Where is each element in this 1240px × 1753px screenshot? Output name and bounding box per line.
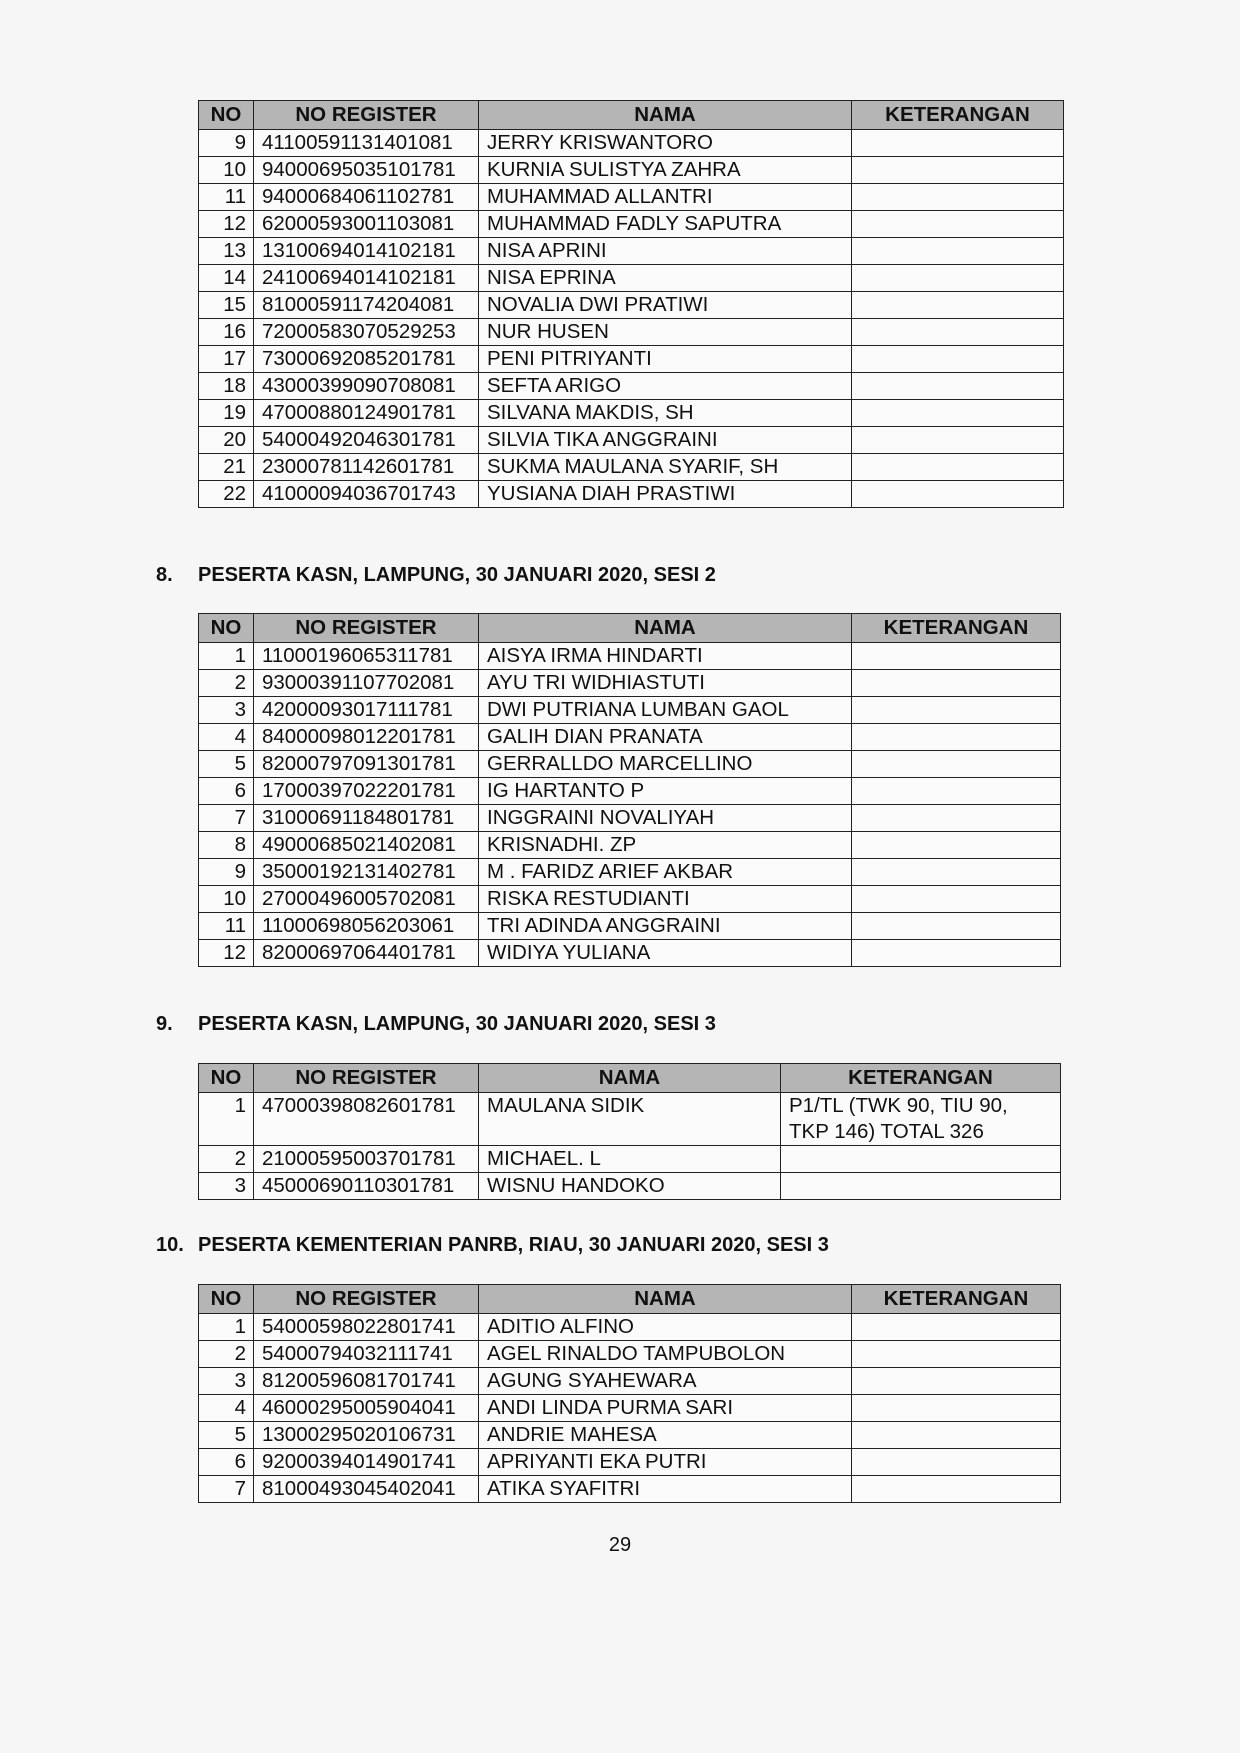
cell-register: 81200596081701741 (254, 1368, 479, 1395)
table-row (199, 238, 1064, 265)
cell-nama: M . FARIDZ ARIEF AKBAR (479, 859, 852, 886)
table-row (199, 670, 1061, 697)
cell-register: 82000797091301781 (254, 751, 479, 778)
table-row (199, 481, 1064, 508)
cell-nama: WIDIYA YULIANA (479, 940, 852, 967)
cell-register: 31000691184801781 (254, 805, 479, 832)
table-row (199, 292, 1064, 319)
cell-register: 35000192131402781 (254, 859, 479, 886)
cell-keterangan (852, 184, 1064, 211)
cell-keterangan (852, 1476, 1061, 1503)
cell-register: 81000493045402041 (254, 1476, 479, 1503)
cell-nama: SILVIA TIKA ANGGRAINI (479, 427, 852, 454)
header-register: NO REGISTER (254, 614, 479, 643)
cell-register: 73000692085201781 (254, 346, 479, 373)
header-no: NO (199, 1285, 254, 1314)
section-heading (156, 1234, 829, 1257)
table-header (199, 1285, 1061, 1314)
cell-nama: NOVALIA DWI PRATIWI (479, 292, 852, 319)
cell-keterangan (852, 1449, 1061, 1476)
section-title: PESERTA KASN, LAMPUNG, 30 JANUARI 2020, SESI 2 (198, 564, 716, 586)
cell-nama: ANDRIE MAHESA (479, 1422, 852, 1449)
cell-register: 93000391107702081 (254, 670, 479, 697)
cell-nama: INGGRAINI NOVALIYAH (479, 805, 852, 832)
section-number: 10. (156, 1234, 184, 1256)
cell-no: 5 (199, 1422, 254, 1449)
cell-keterangan (852, 481, 1064, 508)
cell-register: 47000880124901781 (254, 400, 479, 427)
table-header (199, 1064, 1061, 1093)
table-row (199, 1093, 1061, 1146)
cell-no: 7 (199, 805, 254, 832)
table-row (199, 1341, 1061, 1368)
cell-register: 11000698056203061 (254, 913, 479, 940)
table-row (199, 1449, 1061, 1476)
cell-keterangan (852, 319, 1064, 346)
cell-keterangan (852, 427, 1064, 454)
cell-keterangan (852, 373, 1064, 400)
table-body (199, 643, 1061, 967)
table-row (199, 373, 1064, 400)
cell-keterangan (852, 1368, 1061, 1395)
cell-no: 7 (199, 1476, 254, 1503)
participant-table-sesi-2 (198, 613, 1061, 967)
cell-no: 1 (199, 1314, 254, 1341)
page-number: 29 (608, 1534, 632, 1556)
table-row (199, 832, 1061, 859)
cell-no: 12 (199, 940, 254, 967)
table-row (199, 400, 1064, 427)
table-row (199, 319, 1064, 346)
cell-nama: YUSIANA DIAH PRASTIWI (479, 481, 852, 508)
header-keterangan: KETERANGAN (852, 614, 1061, 643)
header-nama: NAMA (479, 1285, 852, 1314)
cell-no: 15 (199, 292, 254, 319)
header-register: NO REGISTER (254, 1064, 479, 1093)
participant-table-panrb-riau (198, 1284, 1061, 1503)
cell-nama: MUHAMMAD ALLANTRI (479, 184, 852, 211)
cell-keterangan (852, 643, 1061, 670)
cell-nama: AISYA IRMA HINDARTI (479, 643, 852, 670)
cell-keterangan (852, 832, 1061, 859)
table-row (199, 940, 1061, 967)
cell-register: 62000593001103081 (254, 211, 479, 238)
table-row (199, 913, 1061, 940)
header-nama: NAMA (479, 1064, 781, 1093)
section-number: 9. (156, 1013, 173, 1035)
cell-no: 10 (199, 157, 254, 184)
cell-register: 92000394014901741 (254, 1449, 479, 1476)
cell-register: 84000098012201781 (254, 724, 479, 751)
section-number: 8. (156, 564, 173, 586)
cell-no: 12 (199, 211, 254, 238)
cell-register: 49000685021402081 (254, 832, 479, 859)
cell-nama: MAULANA SIDIK (479, 1093, 781, 1146)
cell-register: 54000598022801741 (254, 1314, 479, 1341)
table-row (199, 1314, 1061, 1341)
table-row (199, 1395, 1061, 1422)
cell-nama: ADITIO ALFINO (479, 1314, 852, 1341)
cell-keterangan (852, 157, 1064, 184)
cell-register: 17000397022201781 (254, 778, 479, 805)
table-header (199, 101, 1064, 130)
cell-no: 3 (199, 1368, 254, 1395)
cell-no: 1 (199, 1093, 254, 1146)
header-no: NO (199, 1064, 254, 1093)
cell-register: 27000496005702081 (254, 886, 479, 913)
cell-no: 17 (199, 346, 254, 373)
cell-nama: WISNU HANDOKO (479, 1173, 781, 1200)
table-row (199, 1146, 1061, 1173)
cell-no: 9 (199, 130, 254, 157)
cell-no: 13 (199, 238, 254, 265)
table-row (199, 157, 1064, 184)
cell-keterangan (852, 292, 1064, 319)
cell-keterangan (781, 1173, 1061, 1200)
cell-nama: MICHAEL. L (479, 1146, 781, 1173)
header-keterangan: KETERANGAN (852, 101, 1064, 130)
table-row (199, 184, 1064, 211)
cell-keterangan (852, 913, 1061, 940)
cell-nama: NISA EPRINA (479, 265, 852, 292)
table-row (199, 859, 1061, 886)
cell-keterangan (852, 697, 1061, 724)
cell-register: 45000690110301781 (254, 1173, 479, 1200)
section-heading (156, 564, 716, 587)
table-row (199, 751, 1061, 778)
cell-register: 81000591174204081 (254, 292, 479, 319)
cell-nama: RISKA RESTUDIANTI (479, 886, 852, 913)
cell-register: 23000781142601781 (254, 454, 479, 481)
cell-register: 47000398082601781 (254, 1093, 479, 1146)
cell-nama: APRIYANTI EKA PUTRI (479, 1449, 852, 1476)
table-body (199, 1314, 1061, 1503)
cell-no: 4 (199, 724, 254, 751)
header-keterangan: KETERANGAN (781, 1064, 1061, 1093)
cell-nama: GALIH DIAN PRANATA (479, 724, 852, 751)
cell-nama: JERRY KRISWANTORO (479, 130, 852, 157)
cell-no: 6 (199, 1449, 254, 1476)
cell-nama: AGEL RINALDO TAMPUBOLON (479, 1341, 852, 1368)
cell-keterangan (852, 211, 1064, 238)
cell-register: 82000697064401781 (254, 940, 479, 967)
header-no: NO (199, 614, 254, 643)
cell-keterangan (852, 238, 1064, 265)
table-row (199, 778, 1061, 805)
table-row (199, 1422, 1061, 1449)
table-row (199, 1476, 1061, 1503)
table-row (199, 724, 1061, 751)
cell-nama: KRISNADHI. ZP (479, 832, 852, 859)
table-row (199, 805, 1061, 832)
cell-no: 6 (199, 778, 254, 805)
cell-keterangan (852, 454, 1064, 481)
cell-keterangan (852, 265, 1064, 292)
cell-keterangan (852, 130, 1064, 157)
cell-nama: IG HARTANTO P (479, 778, 852, 805)
cell-register: 41100591131401081 (254, 130, 479, 157)
cell-nama: ANDI LINDA PURMA SARI (479, 1395, 852, 1422)
cell-keterangan (852, 724, 1061, 751)
cell-no: 5 (199, 751, 254, 778)
cell-keterangan (852, 859, 1061, 886)
cell-nama: GERRALLDO MARCELLINO (479, 751, 852, 778)
table-row (199, 346, 1064, 373)
cell-register: 72000583070529253 (254, 319, 479, 346)
cell-nama: ATIKA SYAFITRI (479, 1476, 852, 1503)
cell-no: 2 (199, 1341, 254, 1368)
cell-register: 13000295020106731 (254, 1422, 479, 1449)
cell-register: 43000399090708081 (254, 373, 479, 400)
cell-nama: AGUNG SYAHEWARA (479, 1368, 852, 1395)
table-row (199, 454, 1064, 481)
cell-no: 3 (199, 1173, 254, 1200)
section-title: PESERTA KEMENTERIAN PANRB, RIAU, 30 JANUARI 2020, SESI 3 (198, 1234, 829, 1256)
cell-keterangan (852, 346, 1064, 373)
cell-keterangan (852, 751, 1061, 778)
cell-register: 94000695035101781 (254, 157, 479, 184)
cell-keterangan (852, 1314, 1061, 1341)
cell-register: 54000794032111741 (254, 1341, 479, 1368)
header-no: NO (199, 101, 254, 130)
cell-keterangan (852, 778, 1061, 805)
cell-nama: PENI PITRIYANTI (479, 346, 852, 373)
cell-nama: SILVANA MAKDIS, SH (479, 400, 852, 427)
cell-no: 4 (199, 1395, 254, 1422)
table-row (199, 427, 1064, 454)
table-body (199, 130, 1064, 508)
cell-keterangan (852, 670, 1061, 697)
table-row (199, 1173, 1061, 1200)
table-row (199, 130, 1064, 157)
cell-nama: SEFTA ARIGO (479, 373, 852, 400)
table-header (199, 614, 1061, 643)
cell-nama: DWI PUTRIANA LUMBAN GAOL (479, 697, 852, 724)
header-register: NO REGISTER (254, 1285, 479, 1314)
cell-no: 2 (199, 670, 254, 697)
header-nama: NAMA (479, 101, 852, 130)
cell-no: 16 (199, 319, 254, 346)
cell-nama: AYU TRI WIDHIASTUTI (479, 670, 852, 697)
cell-no: 19 (199, 400, 254, 427)
cell-no: 11 (199, 913, 254, 940)
cell-nama: MUHAMMAD FADLY SAPUTRA (479, 211, 852, 238)
cell-keterangan (852, 1341, 1061, 1368)
cell-no: 1 (199, 643, 254, 670)
cell-keterangan: P1/TL (TWK 90, TIU 90, TKP 146) TOTAL 326 (781, 1093, 1061, 1146)
table-row (199, 697, 1061, 724)
cell-no: 21 (199, 454, 254, 481)
cell-no: 20 (199, 427, 254, 454)
section-title: PESERTA KASN, LAMPUNG, 30 JANUARI 2020, SESI 3 (198, 1013, 716, 1035)
cell-register: 54000492046301781 (254, 427, 479, 454)
cell-register: 13100694014102181 (254, 238, 479, 265)
cell-keterangan (852, 400, 1064, 427)
cell-register: 94000684061102781 (254, 184, 479, 211)
cell-no: 11 (199, 184, 254, 211)
cell-keterangan (852, 1395, 1061, 1422)
cell-no: 2 (199, 1146, 254, 1173)
cell-no: 8 (199, 832, 254, 859)
header-nama: NAMA (479, 614, 852, 643)
table-row (199, 211, 1064, 238)
cell-register: 24100694014102181 (254, 265, 479, 292)
table-row (199, 643, 1061, 670)
cell-no: 9 (199, 859, 254, 886)
cell-nama: TRI ADINDA ANGGRAINI (479, 913, 852, 940)
cell-keterangan (781, 1146, 1061, 1173)
participant-table-continued (198, 100, 1064, 508)
table-row (199, 265, 1064, 292)
table-row (199, 1368, 1061, 1395)
cell-no: 10 (199, 886, 254, 913)
cell-no: 14 (199, 265, 254, 292)
cell-no: 22 (199, 481, 254, 508)
cell-keterangan (852, 1422, 1061, 1449)
participant-table-sesi-3 (198, 1063, 1061, 1200)
cell-register: 41000094036701743 (254, 481, 479, 508)
table-row (199, 886, 1061, 913)
cell-nama: SUKMA MAULANA SYARIF, SH (479, 454, 852, 481)
cell-register: 21000595003701781 (254, 1146, 479, 1173)
section-heading (156, 1013, 716, 1036)
cell-register: 11000196065311781 (254, 643, 479, 670)
cell-nama: NISA APRINI (479, 238, 852, 265)
cell-keterangan (852, 940, 1061, 967)
header-register: NO REGISTER (254, 101, 479, 130)
cell-register: 42000093017111781 (254, 697, 479, 724)
cell-register: 46000295005904041 (254, 1395, 479, 1422)
cell-nama: KURNIA SULISTYA ZAHRA (479, 157, 852, 184)
cell-nama: NUR HUSEN (479, 319, 852, 346)
table-body (199, 1093, 1061, 1200)
cell-keterangan (852, 805, 1061, 832)
cell-keterangan (852, 886, 1061, 913)
cell-no: 3 (199, 697, 254, 724)
cell-no: 18 (199, 373, 254, 400)
header-keterangan: KETERANGAN (852, 1285, 1061, 1314)
